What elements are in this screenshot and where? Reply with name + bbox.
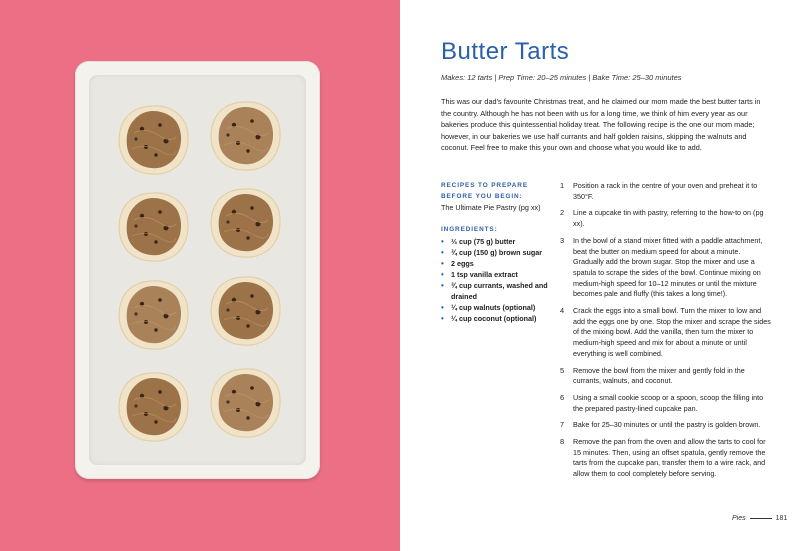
step-text: Crack the eggs into a small bowl. Turn the mixer to low and add the eggs one by one. Stop the mixer and scrape the sides of the mixing bowl. Add the vanilla, then turn the mixer to medium-high speed and mix for about a minute or until everything is well combined. bbox=[573, 306, 771, 358]
ingredient-item: • ¾ cup currants, washed and drained bbox=[441, 280, 548, 301]
step-number: 2 bbox=[560, 208, 565, 218]
ingredient-item: • ¼ cup coconut (optional) bbox=[441, 313, 537, 323]
step-number: 8 bbox=[560, 437, 565, 447]
method-step bbox=[560, 306, 772, 360]
prep-reference: The Ultimate Pie Pastry (pg xx) bbox=[441, 203, 541, 212]
bullet-icon: • bbox=[441, 313, 444, 323]
ingredient-item: • ¾ cup (150 g) brown sugar bbox=[441, 247, 543, 257]
ingredients-heading: INGREDIENTS: bbox=[441, 226, 498, 233]
butter-tart bbox=[208, 366, 282, 440]
method-steps bbox=[560, 181, 772, 486]
method-step bbox=[560, 366, 772, 387]
method-step bbox=[560, 236, 772, 300]
section-name: Pies bbox=[732, 515, 746, 522]
step-number: 1 bbox=[560, 181, 565, 190]
butter-tart bbox=[208, 274, 282, 348]
step-text: Position a rack in the centre of your oven and preheat it to 350°F. bbox=[573, 181, 758, 201]
ingredient-item: • 2 eggs bbox=[441, 258, 474, 268]
step-text: Bake for 25–30 minutes or until the pastry is golden brown. bbox=[573, 420, 761, 430]
method-step bbox=[560, 437, 772, 480]
recipe-title: Butter Tarts bbox=[441, 38, 570, 65]
step-text: In the bowl of a stand mixer fitted with a paddle attachment, beat the butter on medium speed for about a minute. Gradually add the brown sugar. Stop the mixer and use a spatula to scrape the sides of the bowl. Continue mixing on medium-high speed for 10–12 minutes or until the mixture becomes pale and fluffy (this takes a long time!). bbox=[573, 235, 763, 299]
step-text: Remove the bowl from the mixer and gently fold in the currants, walnuts, and coconut. bbox=[573, 365, 745, 386]
ingredient-list bbox=[441, 236, 553, 324]
method-step bbox=[560, 208, 772, 229]
ingredient-item: • ⅓ cup (75 g) butter bbox=[441, 236, 516, 246]
prep-heading: RECIPES TO PREPARE BEFORE YOU BEGIN: bbox=[441, 182, 528, 200]
baking-tray bbox=[75, 61, 320, 479]
step-text: Remove the pan from the oven and allow the tarts to cool for 15 minutes. Then, using an offset spatula, gently remove the tarts from the cupcake pan, transfer them to a wire rack, and allow them to cool completely before serving. bbox=[573, 437, 766, 479]
butter-tart bbox=[208, 99, 282, 173]
ingredient-item: • 1 tsp vanilla extract bbox=[441, 269, 518, 279]
method-step bbox=[560, 420, 772, 431]
bullet-icon: • bbox=[441, 247, 444, 257]
bullet-icon: • bbox=[441, 269, 444, 279]
step-number: 5 bbox=[560, 365, 565, 375]
butter-tart bbox=[208, 186, 282, 260]
bullet-icon: • bbox=[441, 302, 444, 312]
bullet-icon: • bbox=[441, 258, 444, 268]
step-number: 7 bbox=[560, 420, 565, 430]
ingredient-item: • ¼ cup walnuts (optional) bbox=[441, 302, 536, 312]
step-number: 3 bbox=[560, 235, 565, 245]
footer-rule bbox=[750, 518, 772, 519]
recipe-meta: Makes: 12 tarts | Prep Time: 20–25 minutes | Bake Time: 25–30 minutes bbox=[441, 73, 682, 82]
page-footer bbox=[732, 515, 787, 522]
butter-tart bbox=[116, 103, 190, 177]
butter-tart bbox=[116, 278, 190, 352]
method-step bbox=[560, 393, 772, 414]
method-step bbox=[560, 181, 772, 202]
step-text: Using a small cookie scoop or a spoon, scoop the filling into the prepared pastry-lined cupcake pan. bbox=[573, 392, 764, 413]
butter-tart bbox=[116, 190, 190, 264]
step-number: 6 bbox=[560, 392, 565, 402]
bullet-icon: • bbox=[441, 236, 444, 246]
page-number: 181 bbox=[775, 515, 788, 522]
bullet-icon: • bbox=[441, 280, 444, 290]
step-text: Line a cupcake tin with pastry, referring to the how-to on (pg xx). bbox=[573, 208, 764, 229]
butter-tart bbox=[116, 370, 190, 444]
step-number: 4 bbox=[560, 306, 565, 316]
recipe-sidebar bbox=[441, 181, 553, 324]
recipe-intro: This was our dad’s favourite Christmas treat, and he claimed our mom made the best butter tarts in the country. Although he has not been with us for a long time, we think of him every year as our bakeries produce this quintessential holiday treat. The following recipe is the one our mom made; however, in our bakeries we use half currants and half golden raisins, skipping the walnuts and coconut. Feel free to make this your own and choose what you would like to add. bbox=[441, 97, 761, 152]
